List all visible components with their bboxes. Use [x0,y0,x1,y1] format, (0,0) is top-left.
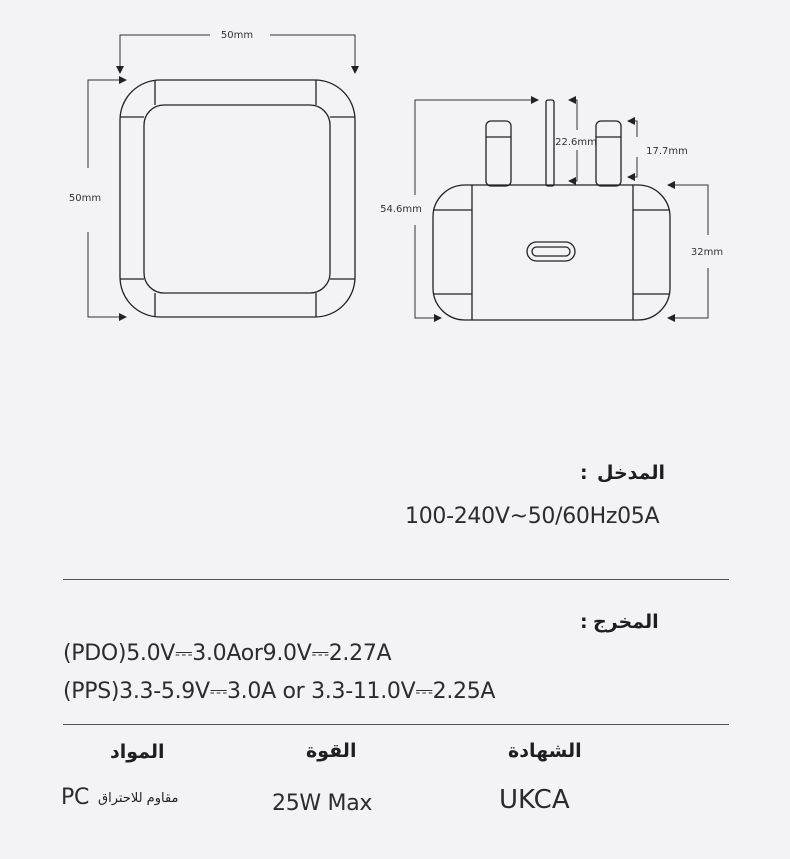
pin-short-label: 17.7mm [646,146,688,157]
material-note: مقاوم للاحتراق [98,791,179,806]
input-colon: : [580,462,588,484]
power-label: القوة [306,740,357,762]
output-pps: (PPS)3.3-5.9V⎓3.0A or 3.3-11.0V⎓2.25A [63,679,496,704]
output-pdo: (PDO)5.0V⎓3.0Aor9.0V⎓2.27A [63,641,392,666]
input-value: 100-240V~50/60Hz05A [405,504,660,529]
body-height-label: 32mm [690,247,724,258]
front-width-label: 50mm [220,30,254,41]
side-total-height-label: 54.6mm [380,204,422,215]
pin-long-label: 22.6mm [555,137,597,148]
certification-value: UKCA [499,785,570,815]
output-colon: : [580,611,588,633]
front-height-label: 50mm [68,193,102,204]
side-view [433,100,670,320]
pin-short-dimension [628,121,637,177]
material-value: PC [61,785,90,810]
output-label: المخرج [593,611,659,633]
material-label: المواد [110,741,165,763]
divider-bottom [63,724,729,725]
front-view [120,80,355,317]
input-label: المدخل [597,462,666,484]
divider-top [63,579,729,580]
certification-label: الشهادة [508,740,582,762]
power-value: 25W Max [272,791,373,816]
